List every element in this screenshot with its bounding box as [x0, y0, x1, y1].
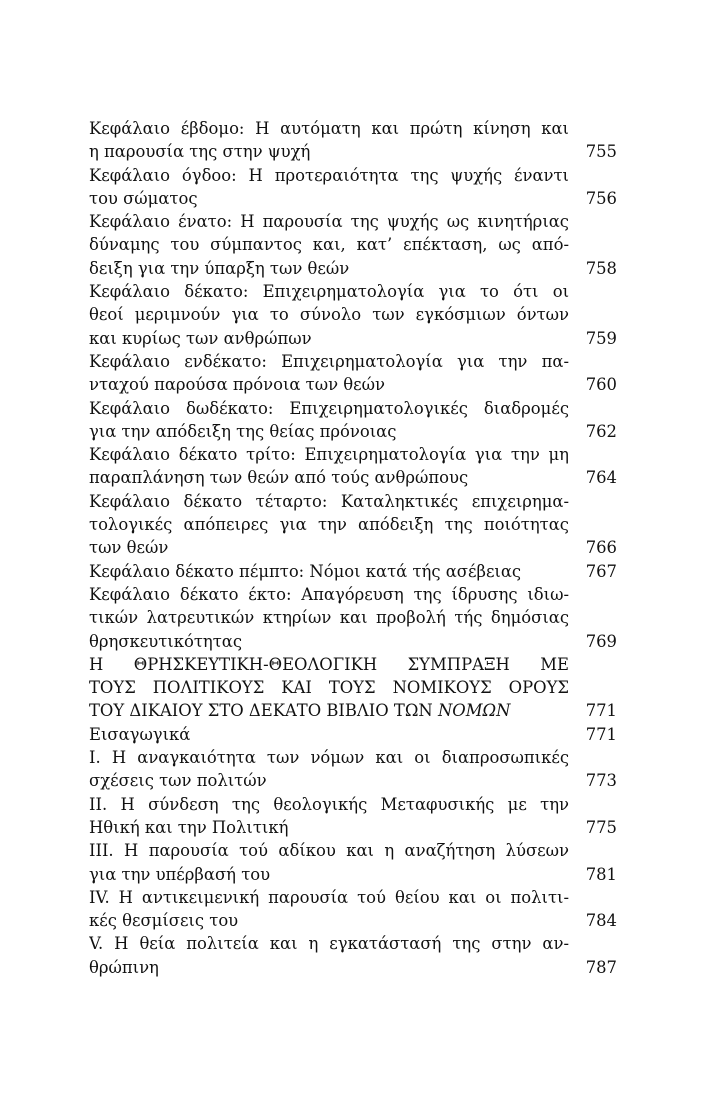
toc-line-text — [89, 233, 569, 256]
toc-line-text — [89, 839, 569, 862]
toc-line-text — [89, 373, 569, 396]
toc-line-segment: νταχού παρούσα πρόνοια των θεών — [89, 375, 385, 395]
toc-line-text — [89, 630, 569, 653]
toc-line-segment: Κεφάλαιο έβδομο: Η αυτόματη και πρώτη κίνηση και — [89, 119, 569, 138]
toc-page-number: 773 — [585, 771, 617, 791]
toc-line-segment: Ηθική και την Πολιτική — [89, 817, 289, 837]
toc-line-text — [89, 932, 569, 955]
toc-line-segment: και κυρίως των ανθρώπων — [89, 328, 312, 348]
toc-page-number: 756 — [585, 188, 617, 208]
toc-page-number: 762 — [585, 421, 617, 441]
toc-line-segment: του σώματος — [89, 188, 198, 208]
toc-line-segment: θρησκευτικότητας — [89, 631, 243, 651]
toc-line — [89, 909, 617, 932]
toc-line — [89, 443, 617, 466]
toc-line — [89, 280, 617, 303]
toc-page-number: 781 — [585, 864, 617, 884]
toc-line-segment: δειξη για την ύπαρξη των θεών — [89, 258, 350, 278]
toc-entry — [89, 490, 617, 560]
toc-line-text — [89, 606, 569, 629]
toc-line-text — [89, 769, 569, 792]
toc-entry — [89, 932, 617, 979]
toc-line-text — [89, 303, 569, 326]
toc-line-text — [89, 676, 569, 699]
toc-line — [89, 140, 617, 163]
toc-line-text — [89, 723, 569, 746]
toc-page-number: 760 — [585, 375, 617, 395]
toc-line — [89, 676, 617, 699]
toc-line-text — [89, 653, 569, 676]
toc-line-text — [89, 816, 569, 839]
toc-page-number: 771 — [585, 701, 617, 721]
toc-page-number: 787 — [585, 957, 617, 977]
toc-page-number: 758 — [585, 258, 617, 278]
toc-line-segment: I. Η αναγκαιότητα των νόμων και οι διαπροσωπικές — [89, 748, 569, 768]
toc-line — [89, 164, 617, 187]
toc-line-text — [89, 560, 569, 583]
toc-line-segment: Η ΘΡΗΣΚΕΥΤΙΚΗ-ΘΕΟΛΟΓΙΚΗ ΣΥΜΠΡΑΞΗ ΜΕ — [89, 654, 569, 674]
toc-line — [89, 490, 617, 513]
toc-line-segment: Κεφάλαιο δέκατο τέταρτο: Καταληκτικές επιχειρημα- — [89, 491, 569, 511]
toc-line — [89, 513, 617, 536]
toc-line — [89, 327, 617, 350]
toc-page-number: 784 — [585, 911, 617, 931]
toc-line — [89, 397, 617, 420]
toc-line — [89, 210, 617, 233]
toc-line — [89, 793, 617, 816]
toc-line-text — [89, 583, 569, 606]
toc-line-segment: Κεφάλαιο δέκατο έκτο: Απαγόρευση της ίδρυσης ιδιω- — [89, 584, 569, 604]
toc-line-text — [89, 187, 569, 210]
toc-entry — [89, 583, 617, 653]
toc-line-text — [89, 886, 569, 909]
toc-line-text — [89, 699, 569, 722]
toc-line — [89, 117, 617, 140]
toc-entry — [89, 886, 617, 933]
toc-page-number: 766 — [585, 538, 617, 558]
toc-line-text — [89, 420, 569, 443]
toc-line — [89, 536, 617, 559]
toc-line-text — [89, 536, 569, 559]
toc-line-segment: Κεφάλαιο δέκατο πέμπτο: Νόμοι κατά τής ασέβειας — [89, 561, 522, 581]
toc-line-segment: για την απόδειξη της θείας πρόνοιας — [89, 421, 397, 441]
toc-line — [89, 723, 617, 746]
toc-line-segment: Κεφάλαιο δέκατο τρίτο: Επιχειρηματολογία για την μη — [89, 445, 569, 465]
toc-entry — [89, 164, 617, 211]
toc-line — [89, 373, 617, 396]
toc-entry — [89, 653, 617, 723]
toc-line-segment: τικών λατρευτικών κτηρίων και προβολή τής δημόσιας — [89, 608, 569, 628]
toc-line-text — [89, 327, 569, 350]
toc-line-segment: Κεφάλαιο δωδέκατο: Επιχειρηματολογικές διαδρομές — [89, 398, 569, 418]
toc-line-text — [89, 746, 569, 769]
toc-entry — [89, 117, 617, 164]
toc-entry — [89, 443, 617, 490]
toc-line — [89, 303, 617, 326]
toc-line — [89, 699, 617, 722]
toc-italic-title: ΝΟΜΩΝ — [437, 701, 511, 721]
toc-line-text — [89, 280, 569, 303]
toc-entry — [89, 746, 617, 793]
toc-line-text — [89, 956, 569, 979]
toc-line-segment: ΤΟΥΣ ΠΟΛΙΤΙΚΟΥΣ ΚΑΙ ΤΟΥΣ ΝΟΜΙΚΟΥΣ ΟΡΟΥΣ — [89, 678, 569, 698]
toc-line-text — [89, 210, 569, 233]
toc-entry — [89, 397, 617, 444]
toc-line — [89, 350, 617, 373]
toc-line-text — [89, 490, 569, 513]
toc-line-text — [89, 164, 569, 187]
toc-entry — [89, 560, 617, 583]
toc-line-text — [89, 863, 569, 886]
toc-line — [89, 187, 617, 210]
toc-line-segment: II. Η σύνδεση της θεολογικής Μεταφυσικής με την — [89, 794, 569, 814]
toc-line-text — [89, 513, 569, 536]
toc-line-text — [89, 793, 569, 816]
toc-line-text — [89, 466, 569, 489]
toc-entry — [89, 839, 617, 886]
toc-line — [89, 233, 617, 256]
toc-line — [89, 653, 617, 676]
toc-line-segment: ΤΟΥ ΔΙΚΑΙΟΥ ΣΤΟ ΔΕΚΑΤΟ ΒΙΒΛΙΟ ΤΩΝ — [89, 701, 438, 721]
toc-line-segment: σχέσεις των πολιτών — [89, 771, 267, 791]
toc-line — [89, 257, 617, 280]
toc-line-segment: θεοί μεριμνούν για το σύνολο των εγκόσμιων όντων — [89, 305, 569, 325]
toc-page-number: 759 — [585, 328, 617, 348]
toc-page-number: 771 — [585, 724, 617, 744]
toc-entry — [89, 793, 617, 840]
toc-line — [89, 746, 617, 769]
toc-line-text — [89, 117, 569, 140]
toc-line-segment: κές θεσμίσεις του — [89, 911, 239, 931]
toc-line — [89, 630, 617, 653]
toc-line-segment: Εισαγωγικά — [89, 724, 191, 744]
toc-line — [89, 466, 617, 489]
toc-line — [89, 560, 617, 583]
toc-entry — [89, 280, 617, 350]
toc-line-segment: Κεφάλαιο ενδέκατο: Επιχειρηματολογία για την πα- — [89, 351, 569, 371]
toc-page-number: 755 — [585, 142, 617, 162]
toc-page-number: 775 — [585, 817, 617, 837]
toc-line-segment: V. Η θεία πολιτεία και η εγκατάστασή της στην αν- — [89, 934, 569, 954]
toc-line-text — [89, 443, 569, 466]
table-of-contents — [89, 117, 617, 979]
toc-line — [89, 769, 617, 792]
toc-entry — [89, 210, 617, 280]
toc-line-text — [89, 909, 569, 932]
toc-line-segment: IV. Η αντικειμενική παρουσία τού θείου και οι πολιτι- — [89, 887, 569, 907]
toc-line — [89, 606, 617, 629]
toc-line — [89, 839, 617, 862]
toc-line-text — [89, 140, 569, 163]
toc-line-segment: Κεφάλαιο δέκατο: Επιχειρηματολογία για το ότι οι — [89, 282, 569, 302]
toc-page-number: 767 — [585, 561, 617, 581]
toc-line-segment: τολογικές απόπειρες για την απόδειξη της ποιότητας — [89, 515, 569, 535]
toc-line-segment: η παρουσία της στην ψυχή — [89, 142, 311, 162]
toc-entry — [89, 350, 617, 397]
toc-line-segment: θρώπινη — [89, 957, 159, 977]
toc-line-segment: Κεφάλαιο ένατο: Η παρουσία της ψυχής ως κινητήριας — [89, 212, 569, 232]
toc-line — [89, 932, 617, 955]
toc-page-number: 764 — [585, 468, 617, 488]
toc-line — [89, 420, 617, 443]
toc-entry — [89, 723, 617, 746]
toc-line-segment: III. Η παρουσία τού αδίκου και η αναζήτηση λύσεων — [89, 841, 569, 861]
toc-line-segment: παραπλάνηση των θεών από τούς ανθρώπους — [89, 468, 469, 488]
toc-line — [89, 583, 617, 606]
toc-line-text — [89, 350, 569, 373]
toc-line-segment: των θεών — [89, 538, 169, 558]
toc-line-segment: Κεφάλαιο όγδοο: Η προτεραιότητα της ψυχής έναντι — [89, 165, 569, 185]
toc-line-text — [89, 257, 569, 280]
toc-page-number: 769 — [585, 631, 617, 651]
toc-line — [89, 863, 617, 886]
toc-line-text — [89, 397, 569, 420]
toc-line-segment: για την υπέρβασή του — [89, 864, 271, 884]
toc-line — [89, 886, 617, 909]
toc-line-segment: δύναμης του σύμπαντος και, κατ’ επέκταση, ως από- — [89, 235, 569, 255]
toc-line — [89, 816, 617, 839]
toc-line — [89, 956, 617, 979]
